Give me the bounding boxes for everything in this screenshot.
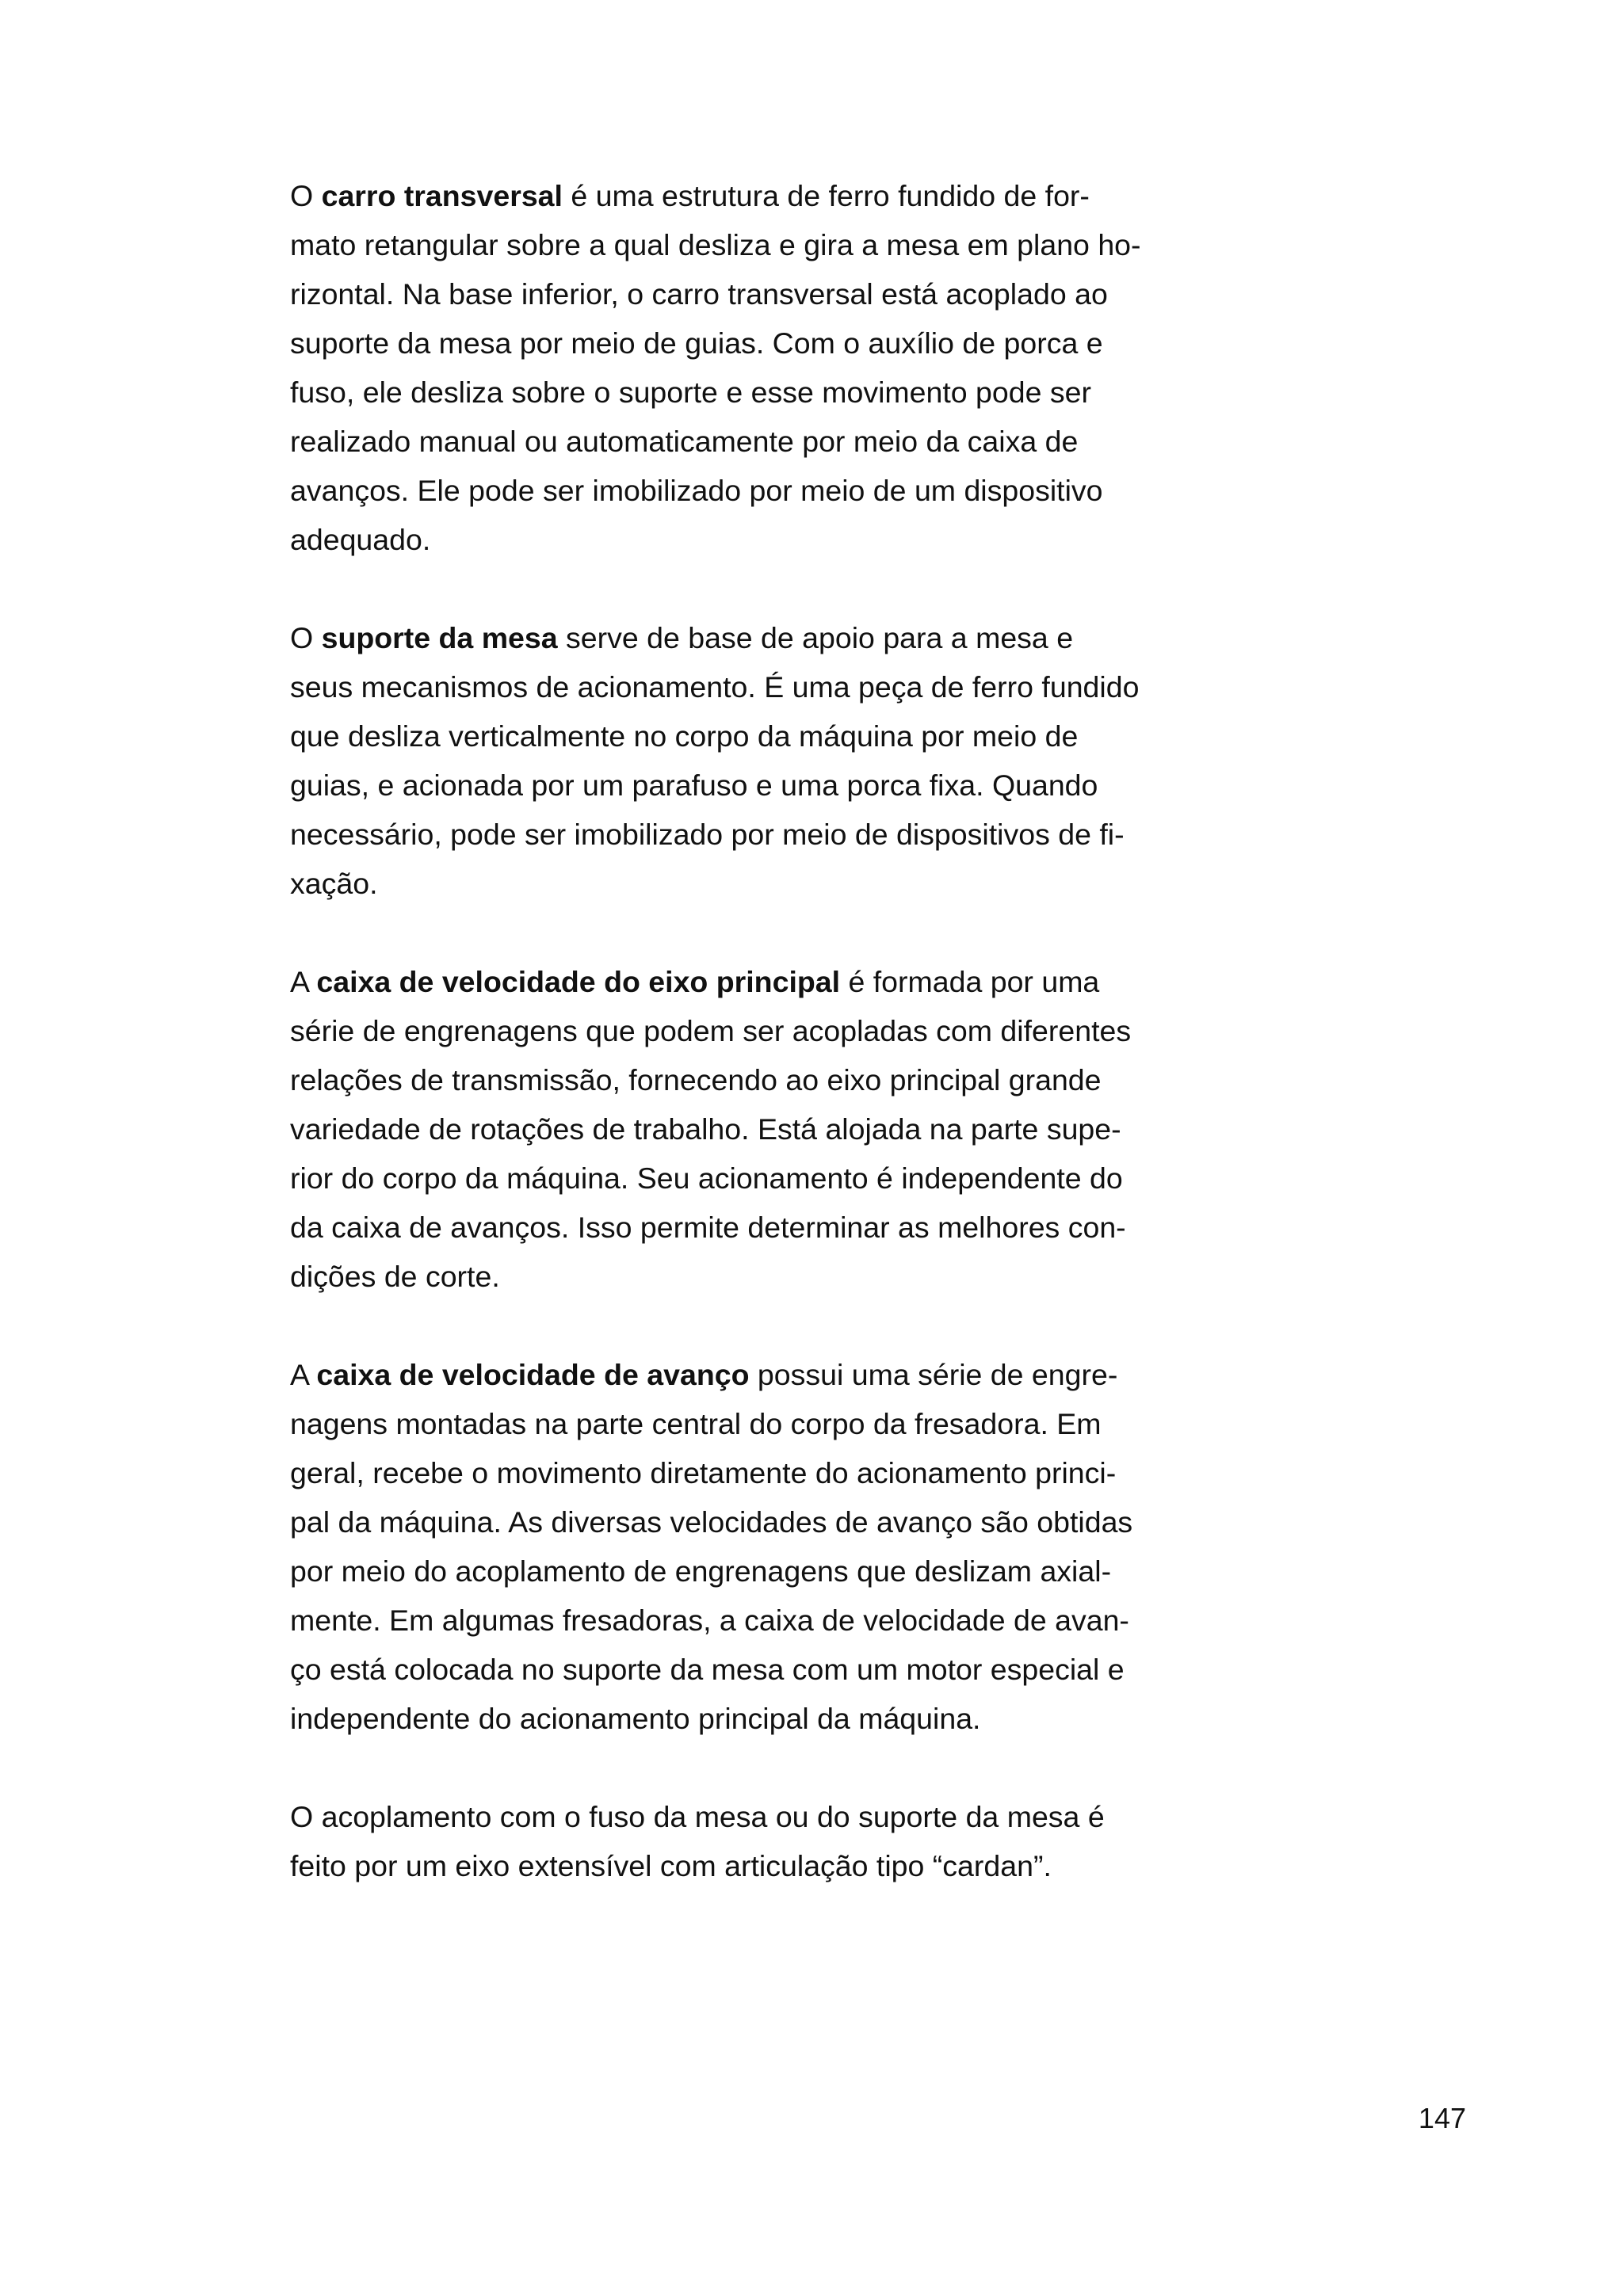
text-line: xação. <box>290 867 378 900</box>
text-line: variedade de rotações de trabalho. Está alojada na parte supe- <box>290 1112 1121 1146</box>
text-line: mente. Em algumas fresadoras, a caixa de velocidade de avan- <box>290 1604 1129 1637</box>
text-line: avanços. Ele pode ser imobilizado por meio de um dispositivo <box>290 474 1103 507</box>
bold-term: caixa de velocidade de avanço <box>316 1358 750 1391</box>
text-line: mato retangular sobre a qual desliza e gira a mesa em plano ho- <box>290 228 1141 261</box>
text-line: O carro transversal é uma estrutura de ferro fundido de for- <box>290 179 1090 212</box>
text-line: geral, recebe o movimento diretamente do acionamento princi- <box>290 1456 1117 1489</box>
bold-term: suporte da mesa <box>321 621 558 654</box>
text-line: independente do acionamento principal da máquina. <box>290 1702 981 1735</box>
text-line: O suporte da mesa serve de base de apoio para a mesa e <box>290 621 1074 654</box>
text-line: rior do corpo da máquina. Seu acionamento é independente do <box>290 1161 1123 1195</box>
text-line: suporte da mesa por meio de guias. Com o auxílio de porca e <box>290 326 1103 360</box>
text-line: ço está colocada no suporte da mesa com um motor especial e <box>290 1653 1125 1686</box>
text-line: A caixa de velocidade de avanço possui uma série de engre- <box>290 1358 1118 1391</box>
paragraph-carro-transversal <box>290 171 1186 564</box>
text-line: necessário, pode ser imobilizado por meio de dispositivos de fi- <box>290 818 1125 851</box>
text-line: pal da máquina. As diversas velocidades de avanço são obtidas <box>290 1505 1133 1539</box>
paragraph-caixa-velocidade-eixo <box>290 957 1186 1301</box>
text-line: guias, e acionada por um parafuso e uma porca fixa. Quando <box>290 769 1098 802</box>
text-line: A caixa de velocidade do eixo principal é formada por uma <box>290 965 1100 998</box>
text-line: série de engrenagens que podem ser acopladas com diferentes <box>290 1014 1132 1047</box>
text-line: fuso, ele desliza sobre o suporte e esse movimento pode ser <box>290 376 1091 409</box>
text-line: realizado manual ou automaticamente por meio da caixa de <box>290 425 1079 458</box>
body-text <box>290 171 1186 1939</box>
bold-term: carro transversal <box>321 179 563 212</box>
text-line: dições de corte. <box>290 1260 500 1293</box>
paragraph-acoplamento <box>290 1792 1186 1890</box>
text-line: por meio do acoplamento de engrenagens que deslizam axial- <box>290 1554 1112 1588</box>
paragraph-suporte-da-mesa <box>290 613 1186 908</box>
text-line: nagens montadas na parte central do corpo da fresadora. Em <box>290 1407 1102 1440</box>
paragraph-caixa-velocidade-avanco <box>290 1350 1186 1743</box>
text-line: relações de transmissão, fornecendo ao eixo principal grande <box>290 1063 1102 1097</box>
bold-term: caixa de velocidade do eixo principal <box>316 965 841 998</box>
text-line: da caixa de avanços. Isso permite determinar as melhores con- <box>290 1211 1126 1244</box>
text-line: que desliza verticalmente no corpo da máquina por meio de <box>290 719 1079 753</box>
page-number: 147 <box>1418 2102 1466 2134</box>
text-line: O acoplamento com o fuso da mesa ou do suporte da mesa é <box>290 1800 1105 1833</box>
text-line: feito por um eixo extensível com articulação tipo “cardan”. <box>290 1849 1052 1882</box>
text-line: rizontal. Na base inferior, o carro transversal está acoplado ao <box>290 277 1108 311</box>
text-line: adequado. <box>290 523 431 556</box>
text-line: seus mecanismos de acionamento. É uma peça de ferro fundido <box>290 670 1140 704</box>
